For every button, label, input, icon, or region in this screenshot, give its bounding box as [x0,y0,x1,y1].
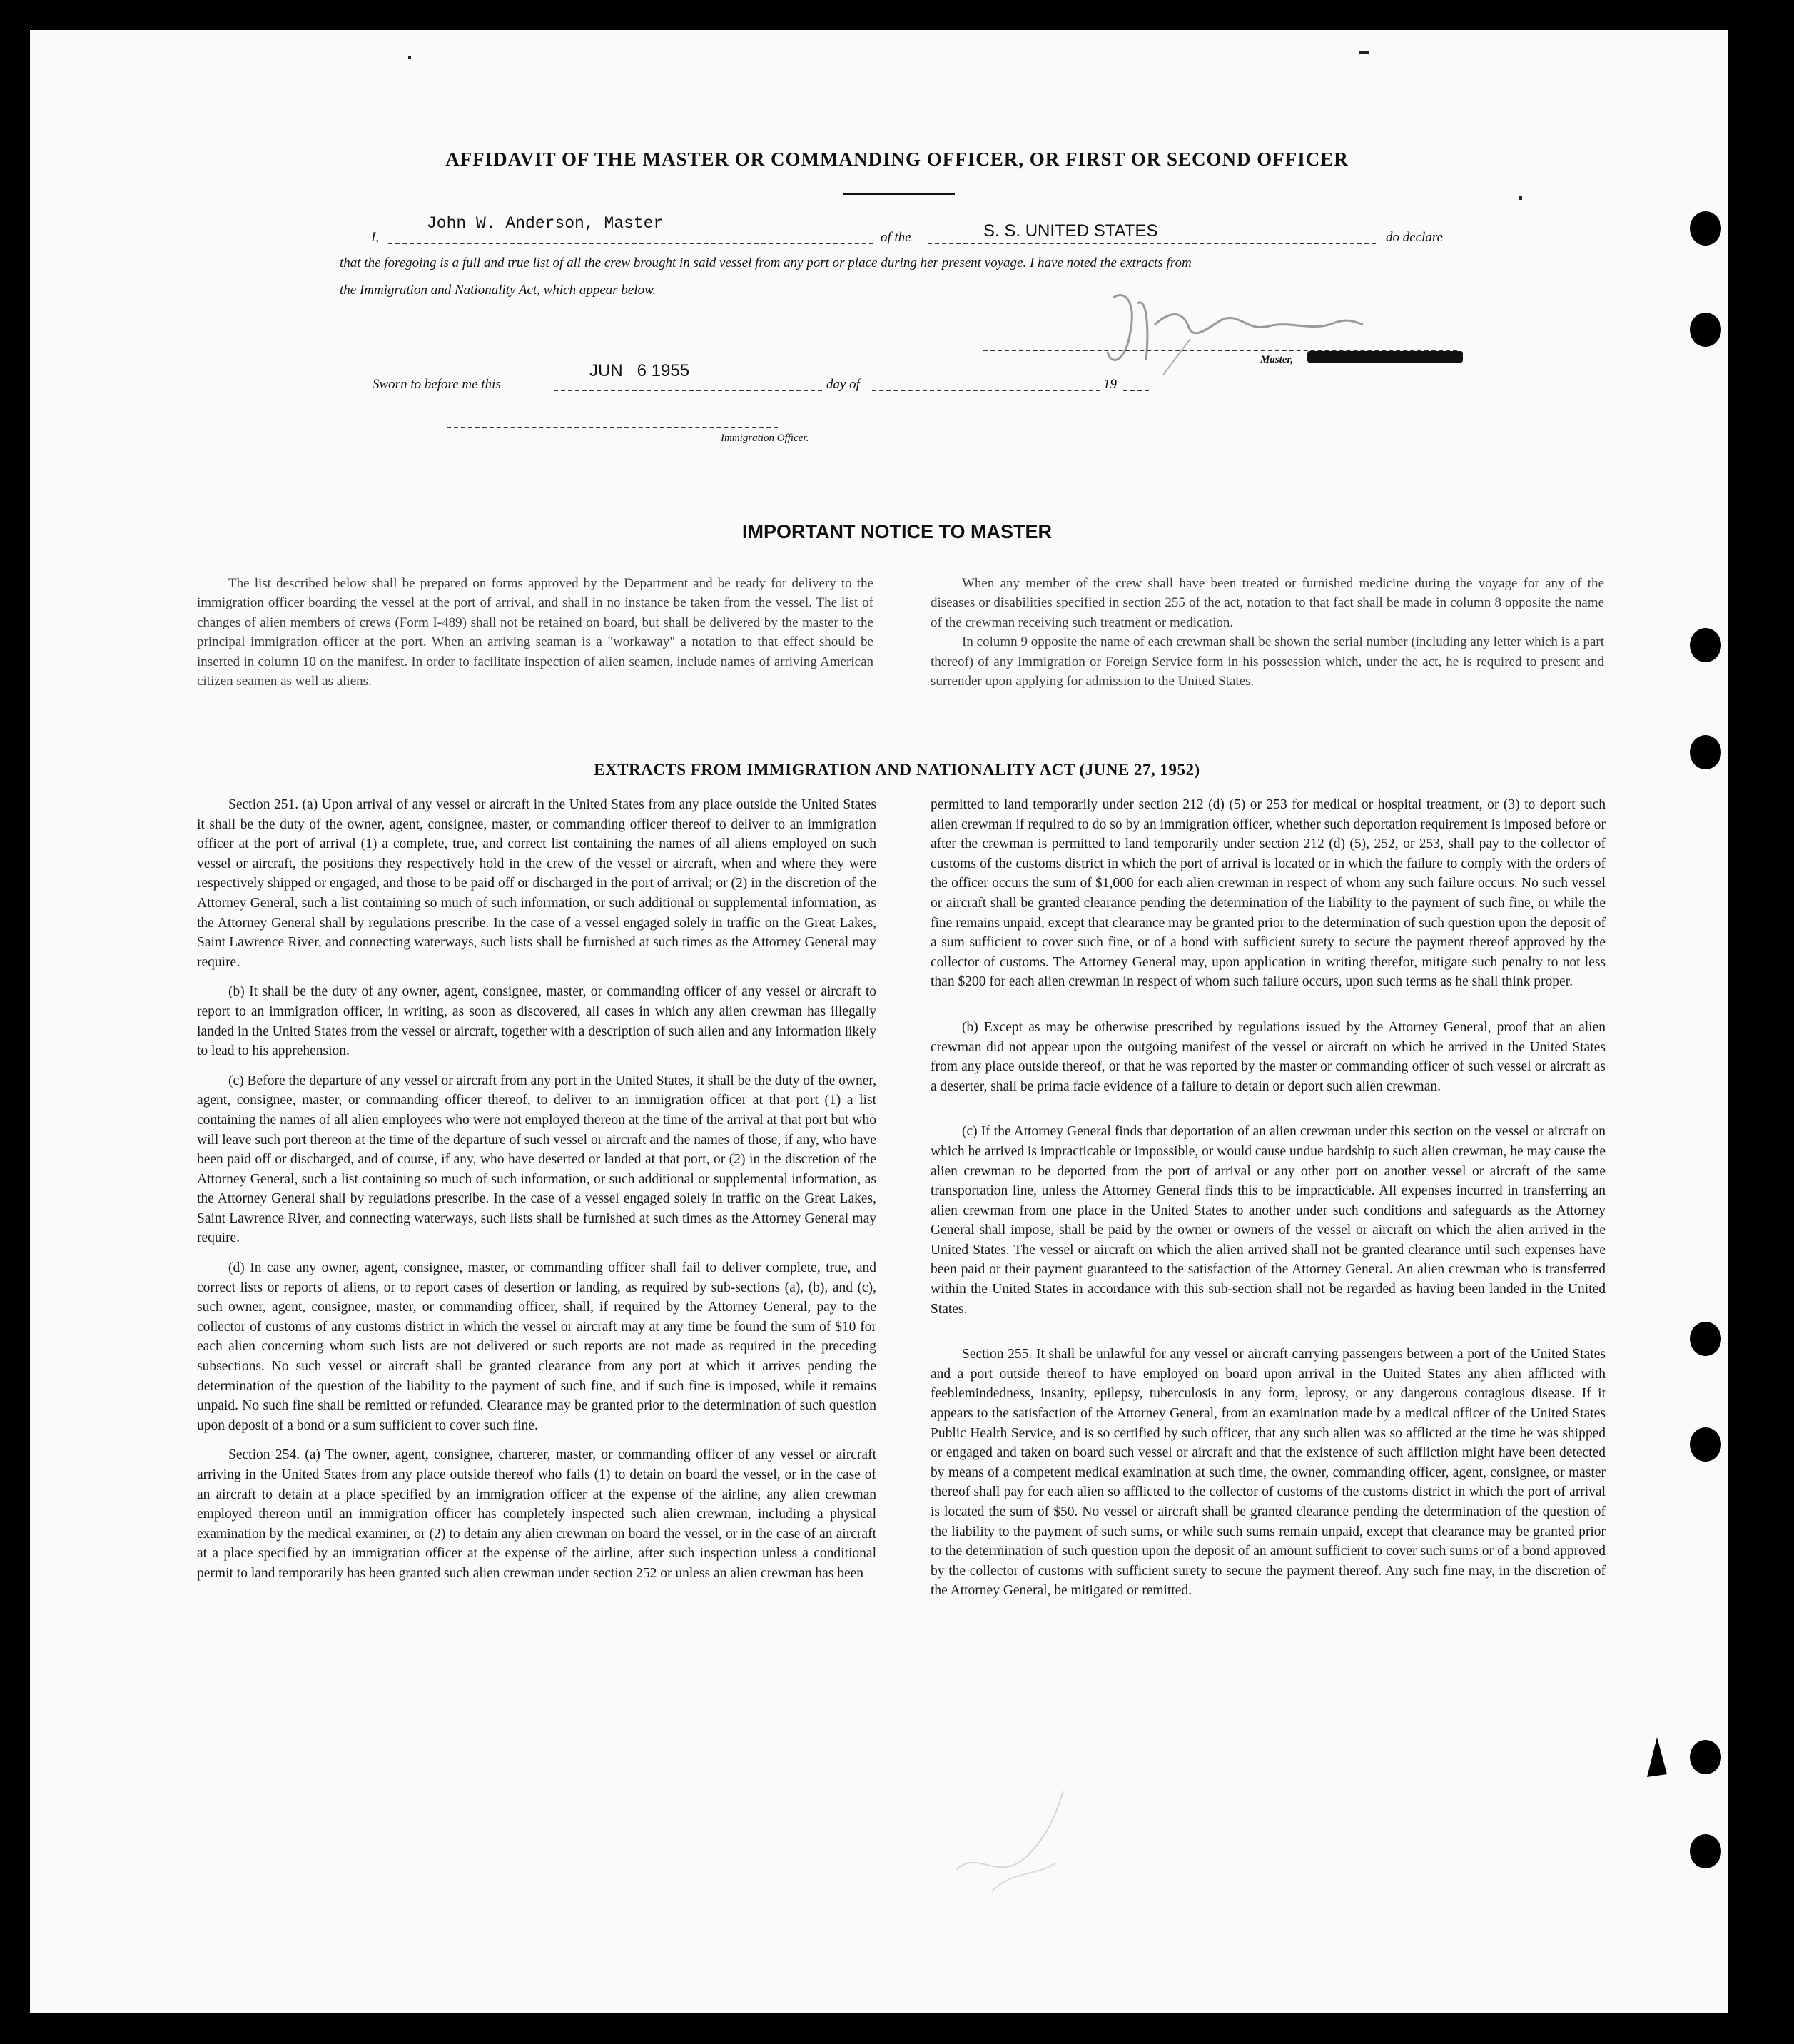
binder-hole [1690,211,1721,246]
extracts-right-column [931,795,1606,1601]
section-paragraph: (d) In case any owner, agent, consignee, master, or commanding officer shall fail to deliver complete, true, and correct lists or reports of aliens, or to report cases of desertion or landing, as required by sub-sections (a), (b), and (c), such owner, agent, consignee, master, or commanding officer, shall, if required by the Attorney General, pay to the collector of customs of any customs district in which the vessel or aircraft may at any time be found the sum of $10 for each alien concerning whom such lists are not delivered or such reports are not made as required in the preceding subsections. No such vessel or aircraft shall be granted clearance from any port at which it arrives pending the determination of the question of the liability to the payment of such fine, and if such fine is imposed, while it remains unpaid. No such fine shall be remitted or refunded. Clearance may be granted prior to the determination of such question upon deposit of a bond or a sum sufficient to cover such fine. [197,1260,876,1433]
officer-caption: Immigration Officer. [721,432,809,444]
of-the-label: of the [881,230,911,245]
redaction-bar [1307,351,1463,363]
sworn-label: Sworn to before me this [373,377,501,392]
section-paragraph: permitted to land temporarily under section 212 (d) (5) or 253 for medical or hospital treatment, or (3) to deport such alien crewman if required to do so by an immigration officer, whether such deportation requirement is imposed before or after the crewman is permitted to land temporarily under section 212 (d) (5), 252, or 253, shall pay to the collector of customs of the customs district in which the port of arrival is located or in which the failure to comply with the orders of the officer occurs the sum of $1,000 for each alien crewman in respect of whom any such failure occurs. No such vessel or aircraft shall be granted clearance pending the determination of the liability to the payment of such fine, or while the fine remains unpaid, except that clearance may be granted prior to the determination of such question upon the deposit of a sum sufficient to cover such fine, or of a bond with sufficient surety to secure the payment thereof approved by the collector of customs. The Attorney General may, upon application in writing therefor, mitigate such penalty to not less than $200 for each alien crewman in respect of whom such failure occurs, upon such terms as he shall think proper. [931,797,1606,990]
day-of-label: day of [826,377,860,392]
statement-line-2: the Immigration and Nationality Act, which appear below. [340,283,657,298]
month-line [872,390,1100,391]
sworn-day-line [554,390,822,391]
section-paragraph: (b) Except as may be otherwise prescribed by regulations issued by the Attorney General, proof that an alien crewman did not appear upon the outgoing manifest of the vessel or aircraft on which he arrived in the United States from any place outside thereof, or that he was reported by the master or commanding officer of such vessel or aircraft as a deserter, shall be prima facie evidence of a failure to detain or deport such alien crewman. [931,1019,1606,1094]
binder-hole [1690,1427,1721,1462]
torn-corner-mark [1641,1733,1670,1783]
master-signature [1105,282,1369,389]
binder-hole [1690,628,1721,662]
title-divider [843,193,955,195]
vessel-name: S. S. UNITED STATES [983,221,1158,241]
notice-paragraph: The list described below shall be prepared on forms approved by the Department and be ready for delivery to the immigration officer boarding the vessel at the port of arrival, and shall in no instance be taken from the vessel. The list of changes of alien members of crews (Form I-489) shall not be retained on board, but shall be delivered by the master to the principal immigration officer at the port. When an arriving seaman is a "workaway" a notation to that effect should be inserted in column 10 on the manifest. In order to facilitate inspection of alien seamen, include names of arriving American citizen seamen as well as aliens. [197,576,873,689]
binder-hole [1690,313,1721,347]
notice-title: IMPORTANT NOTICE TO MASTER [742,521,1052,542]
scan-speck [408,56,411,59]
section-paragraph: Section 255. It shall be unlawful for any vessel or aircraft carrying passengers between a port of the United States and a port outside thereof to have employed on board upon arrival in the United States any alien afflicted with feeblemindedness, insanity, epilepsy, tuberculosis in any form, leprosy, or any dangerous contagious disease. If it appears to the satisfaction of the Attorney General, from an examination made by a medical officer of the United States Public Health Service, and is so certified by such officer, that any such alien was so afflicted at the time he was shipped or engaged and taken on board such vessel or aircraft and that the existence of such affliction might have been detected by means of a competent medical examination at such time, the owner, commanding officer, agent, consignee, or master thereof shall pay for each alien so afflicted to the collector of customs of the customs district in which the port of arrival is located the sum of $50. No vessel or aircraft shall be granted clearance pending the determination of the question of the liability to the payment of such sums, or while such sums remain unpaid, except that clearance may be granted prior to the determination of such question upon the deposit of an amount sufficient to cover such sums or of a bond approved by the collector of customs with sufficient surety to secure the payment thereof. Any such fine may, in the discretion of the Attorney General, be mitigated or remitted. [931,1347,1606,1599]
section-paragraph: (c) If the Attorney General finds that deportation of an alien crewman under this section on the vessel or aircraft on which he arrived is impracticable or impossible, or would cause undue hardship to such alien crewman, he may cause the alien crewman to be deported from the port of arrival or any other port on another vessel or aircraft of the same transportation line, unless the Attorney General finds this to be impracticable. All expenses incurred in transferring an alien crewman from one place in the United States to another under such conditions and safeguards as the Attorney General shall impose, shall be paid by the owner or owners of the vessel or aircraft on which the alien arrived in the United States. The vessel or aircraft on which the alien arrived shall not be granted clearance until such expenses have been paid or their payment guaranteed to the satisfaction of the Attorney General. An alien crewman who is transferred within the United States in accordance with this sub-section shall not be regarded as having been landed in the United States. [931,1124,1606,1317]
declarant-name: John W. Anderson, Master [427,214,664,233]
notice-paragraph: When any member of the crew shall have been treated or furnished medicine during the voyage for any of the diseases or disabilities specified in section 255 of the act, notation to that fact shall be made in column 8 opposite the name of the crewman receiving such treatment or medication. [931,576,1604,630]
signature-caption: Master, [1260,354,1294,365]
section-paragraph: (b) It shall be the duty of any owner, agent, consignee, master, or commanding officer of any vessel or aircraft to report to an immigration officer, in writing, as soon as discovered, all cases in which any alien crewman has illegally landed in the United States from the vessel or aircraft, together with a description of such alien and any information likely to lead to his apprehension. [197,984,876,1059]
extracts-left-column [197,795,876,1584]
affidavit-title: AFFIDAVIT OF THE MASTER OR COMMANDING OFFICER, OR FIRST OR SECOND OFFICER [445,148,1349,170]
section-paragraph: (c) Before the departure of any vessel or aircraft from any port in the United States, it shall be the duty of the owner, agent, consignee, master, or commanding officer thereof, to deliver to an immigration officer at that port (1) a list containing the names of all alien employees who were not employed thereon at the time of the arrival at that port but who will leave such port thereon at the time of the departure of such vessel or aircraft and the names of those, if any, who have been paid off or discharged, and of course, if any, who have deserted or landed at that port, or (2) in the discretion of the Attorney General, such a list containing so much of such information, or such additional or supplemental information, as the Attorney General shall by regulations prescribe. In the case of a vessel engaged solely in traffic on the Great Lakes, Saint Lawrence River, and connecting waterways, such lists shall be furnished at such times as the Attorney General may require. [197,1073,876,1246]
binder-hole [1690,1740,1721,1774]
scan-speck [1359,51,1369,54]
notice-right-column [931,574,1604,691]
year-label: 19 [1103,377,1117,392]
declarant-line [388,243,873,244]
sworn-date-stamp: JUN 6 1955 [589,361,690,380]
notice-left-column [197,574,873,691]
section-paragraph: Section 254. (a) The owner, agent, consignee, charterer, master, or commanding officer of any vessel or aircraft arriving in the United States from any place outside thereof who fails (1) to detain on board the vessel, or in the case of an aircraft to detain at a place specified by an immigration officer at the expense of the airline, any alien crewman employed thereon until an immigration officer has completely inspected such alien crewman, including a physical examination by the medical examiner, or (2) to detain any alien crewman on board the vessel, or in the case of an aircraft at a place specified by an immigration officer at the expense of the airline, after such inspection unless a conditional permit to land temporarily has been granted such alien crewman under section 252 or unless an alien crewman has been [197,1447,876,1581]
do-declare-label: do declare [1386,230,1444,245]
officer-signature-line [447,427,778,428]
year-line [1123,390,1149,391]
declarant-label: I, [371,230,380,245]
notice-paragraph: In column 9 opposite the name of each crewman shall be shown the serial number (including any letter which is a part thereof) of any Immigration or Foreign Service form in his possession which, under the act, he is required to present and surrender upon applying for admission to the United States. [931,634,1604,689]
statement-line-1: that the foregoing is a full and true list of all the crew brought in said vessel from any port or place during her present voyage. I have noted the extracts from [340,256,1192,270]
faint-pencil-mark [949,1784,1106,1898]
extracts-title: EXTRACTS FROM IMMIGRATION AND NATIONALITY ACT (JUNE 27, 1952) [594,761,1200,779]
section-paragraph: Section 251. (a) Upon arrival of any vessel or aircraft in the United States from any place outside the United States it shall be the duty of the owner, agent, consignee, master, or commanding officer thereof to deliver to an immigration officer at the port of arrival (1) a complete, true, and correct list containing the names of all aliens employed on such vessel or aircraft, the positions they respectively hold in the crew of the vessel or aircraft, when and where they were respectively shipped or engaged, and those to be paid off or discharged in the port of arrival; or (2) in the discretion of the Attorney General, such a list containing so much of such information, or such additional or supplemental information, as the Attorney General shall by regulations prescribe. In the case of a vessel engaged solely in traffic on the Great Lakes, Saint Lawrence River, and connecting waterways, such lists shall be furnished at such times as the Attorney General may require. [197,797,876,970]
vessel-line [928,243,1376,244]
binder-hole [1690,1322,1721,1356]
scan-speck [1519,196,1522,200]
binder-hole [1690,1834,1721,1868]
